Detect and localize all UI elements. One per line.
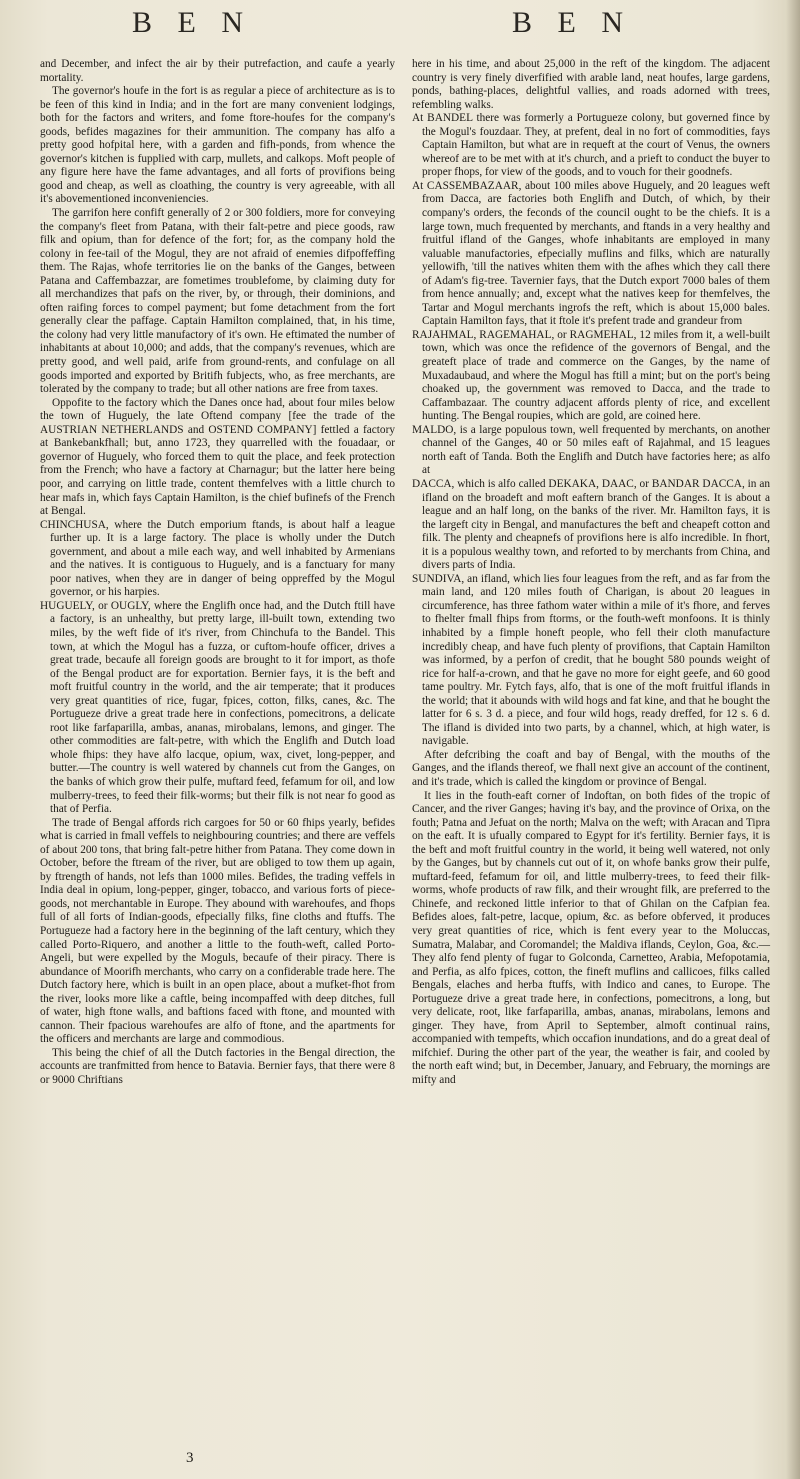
running-head-right: B E N xyxy=(512,6,632,39)
paragraph: here in his time, and about 25,000 in the reft of the kingdom. The adjacent country is very finely diverfified with arable land, neat houfes, large gardens, ponds, bathing-places, delightful vallies, and roads adorned with trees, refembling walks. xyxy=(412,58,770,111)
gazetteer-entry: SUNDIVA, an ifland, which lies four leagues from the reft, and as far from the main land, and 120 miles fouth of Charigan, is about 20 leagues in circumference, has three fathom water within a mile of it's fhore, and ferves to fhelter fmall fhips from ftorms, or the fouth-weft monfoons. It is thinly inhabited by a fimple honeft people, who fell their cloth manufacture incredibly cheap, and have fuch plenty of provifions, that Captain Hamilton was informed, by a perfon of credit, that he bought 580 pounds weight of rice for half-a-crown, and that he gave no more for eight geefe, and 60 good tame poultry. Mr. Fytch fays, alfo, that is one of the moft fruitful iflands in the world; that it abounds with wild hogs and fat kine, and that he bought the latter for 6 s. 3 d. a piece, and four wild hogs, ready dreffed, for 12 s. 6 d. The ifland is divided into two parts, by a channel, which, at high water, is navigable. xyxy=(412,572,770,748)
paragraph: The governor's houfe in the fort is as regular a piece of architecture as is to be feen of this kind in India; and in the fort are many convenient lodgings, both for the factors and writers, and fome ftore-houfes for the company's goods, befides magazines for their ammunition. The company has alfo a pretty good hofpital here, with a garden and fifh-ponds, from whence the governor's kitchen is fupplied with carp, mullets, and calkops. Moft people of any figure here have the fame advantages, and all forts of provifions being good and cheap, as well as cloathing, the country is very agreeable, with all it's abovementioned inconveniencies. xyxy=(40,85,395,206)
gazetteer-entry: RAJAHMAL, RAGEMAHAL, or RAGMEHAL, 12 miles from it, a well-built town, which was once the refidence of the governors of Bengal, and the greateft place of trade and commerce on the Ganges, by the name of Muxadaubaud, and where the Mogul has ftill a mint; but on the port's being choaked up, the government was removed to Dacca, and the trade to Caffambazaar. The country adjacent affords plenty of rice, and excellent hunting. The Bengal roupies, which are gold, are coined here. xyxy=(412,328,770,423)
gazetteer-entry: DACCA, which is alfo called DEKAKA, DAAC, or BANDAR DACCA, in an ifland on the broadeft and moft eaftern branch of the Ganges. It is about a league and an half long, on the banks of the river. Mr. Hamilton fays, it is the largeft city in Bengal, and manufactures the beft and cheapeft cotton and filk. The plenty and cheapnefs of provifions here is alfo incredible. In fhort, it is a populous wealthy town, and reforted to by merchants from China, and divers parts of India. xyxy=(412,477,770,572)
gazetteer-entry: HUGUELY, or OUGLY, where the Englifh once had, and the Dutch ftill have a factory, is an unhealthy, but pretty large, ill-built town, extending two miles, by the weft fide of it's river, from Chinchufa to the Bandel. This town, at which the Mogul has a fuzza, or cuftom-houfe officer, drives a great trade, becaufe all foreign goods are brought to it for import, as thofe of the Bengal product are for exportation. Bernier fays, it is the beft and moft fruitful country in the world, and the air temperate; that it produces very great quantities of rice, fugar, fpices, cotton, filks, canes, &c. The Portugueze drive a great trade here in confections, pomecitrons, a delicate root like farfaparilla, ambas, ananas, mirobalans, lemons, and ginger. The other commodities are falt-petre, with which the Englifh and Dutch load whole fhips: they have alfo lacque, opium, wax, civet, long-pepper, and butter.—The country is well watered by channels cut from the Ganges, on the banks of which grow their pulfe, muftard feed, fefamum for oil, and low mulberry-trees, to feed their filk-worms; but their filk is not near fo good as that of Perfia. xyxy=(40,599,395,816)
page-edge-shadow xyxy=(786,0,800,1479)
gazetteer-entry: MALDO, is a large populous town, well frequented by merchants, on another channel of the Ganges, 40 or 50 miles eaft of Rajahmal, and 15 leagues north eaft of Tanda. Both the Englifh and Dutch have factories here; as alfo at xyxy=(412,423,770,477)
signature-mark: 3 xyxy=(186,1450,194,1466)
paragraph: and December, and infect the air by their putrefaction, and caufe a yearly mortality. xyxy=(40,58,395,84)
paragraph: This being the chief of all the Dutch factories in the Bengal direction, the accounts are tranfmitted from hence to Batavia. Bernier fays, that there were 8 or 9000 Chriftians xyxy=(40,1046,395,1087)
paragraph: After defcribing the coaft and bay of Bengal, with the mouths of the Ganges, and the iflands thereof, we fhall next give an account of the continent, and it's trade, which is called the kingdom or province of Bengal. xyxy=(412,748,770,788)
left-column xyxy=(40,58,395,1088)
paragraph: It lies in the fouth-eaft corner of Indoftan, on both fides of the tropic of Cancer, and the river Ganges; having it's bay, and the province of Orixa, on the fouth; Patna and Jefuat on the north; Malva on the weft; with Aracan and Tipra on the eaft. It is ufually compared to Egypt for it's fertility. Bernier fays, it is the beft and moft fruitful country in the world, it being well watered, not only by the Ganges, but by channels cut out of it, on whofe banks grow their pulfe, muftard-feed, fefamum for oil, and little mulberry-trees, to feed their filk-worms, whofe products of raw filk, and their wrought filk, are preferred to the Chinefe, and reckoned little inferior to that of Ghilan on the Cafpian fea. Befides aloes, falt-petre, lacque, opium, &c. as before obferved, it produces very great quantities of rice, which is fent every year to the Moluccas, Sumatra, Malabar, and Coromandel; the Maldiva iflands, Ceylon, Goa, &c.—They alfo fend plenty of fugar to Golconda, Carnetteo, Arabia, Mefopotamia, and Perfia, as alfo fpices, cotton, the fineft muflins and callicoes, filks called Bengals, elaches and herba ftuffs, with Indico and canes, to Europe. The Portugueze drive a great trade here, in confections, pomecitrons, a long, but very delicate, root, like farfaparilla, ambas, ananas, mirabolans, lemons and ginger. They have, from April to September, almoft continual rains, accompanied with tempefts, which occafion inundations, and do a great deal of mifchief. During the other part of the year, the weather is fair, and cooled by the north eaft wind; but, in December, January, and February, the mornings are mifty and xyxy=(412,789,770,1087)
paragraph: The trade of Bengal affords rich cargoes for 50 or 60 fhips yearly, befides what is carried in fmall veffels to neighbouring countries; and there are veffels of about 200 tons, that bring falt-petre hither from Patana. They come down in October, before the ftream of the river, but are obliged to tow them up again, by ftrength of hands, not lefs than 1000 miles. Befides, the trading veffels in India deal in opium, long-pepper, ginger, tobacco, and various forts of piece-goods, not merchantable in Europe. They abound with warehoufes, and fhops full of all forts of Indian-goods, efpecially filks, fine cloths and ftuffs. The Portugueze had a factory here in the beginning of the laft century, which they called Porto-Riquero, and another a little to the fouth-weft, called Porto-Angeli, but were expelled by the Moguls, becaufe of their piracy. There is abundance of Moorifh merchants, who carry on a confiderable trade here. The Dutch factory here, which is built in an open place, about a mufket-fhot from the river, looks more like a caftle, being incompaffed with deep ditches, full of water, high ftone walls, and baftions faced with ftone, and mounted with cannon. Their fpacious warehoufes are alfo of ftone, and the apartments for the officers and merchants are large and commodious. xyxy=(40,816,395,1046)
running-head-left: B E N xyxy=(132,6,252,39)
gazetteer-entry: At BANDEL there was formerly a Portugueze colony, but governed fince by the Mogul's fouzdaar. They, at prefent, deal in no fort of commodities, fays Captain Hamilton, but what are in requeft at the court of Venus, the owners whereof are to be met with at it's church, and a prieft to conduct the buyer to proper fhops, for view of the goods, and to vouch for their goodnefs. xyxy=(412,112,770,179)
right-column xyxy=(412,58,770,1088)
gazetteer-entry: At CASSEMBAZAAR, about 100 miles above Huguely, and 20 leagues weft from Dacca, are factories both Englifh and Dutch, of which, by their company's orders, the feconds of the council ought to be the chiefs. It is a large town, much frequented by merchants, and ftands in a very healthy and fruitful ifland of the Ganges, whofe inhabitants are employed in many valuable manufactories, efpecially muflins and filks, which are naturally yellowifh, 'till the natives whiten them with the afhes which they call there of Adam's fig-tree. Tavernier fays, that the Dutch export 7000 bales of them from hence annually; and, except what the natives keep for themfelves, the Tartar and Mogul merchants ingrofs the reft, which is about 15,000 bales. Captain Hamilton fays, that it ftole it's prefent trade and grandeur from xyxy=(412,179,770,328)
gazetteer-entry: CHINCHUSA, where the Dutch emporium ftands, is about half a league further up. It is a large factory. The place is wholly under the Dutch government, and about a mile each way, and well inhabited by Armenians and the natives. It is contiguous to Huguely, and is a fanctuary for many poor natives, when they are in danger of being oppreffed by the Mogul governor, or his harpies. xyxy=(40,518,395,599)
paragraph: Oppofite to the factory which the Danes once had, about four miles below the town of Huguely, the late Oftend company [fee the trade of the AUSTRIAN NETHERLANDS and OSTEND COMPANY] fettled a factory at Bankebankfhall; but, anno 1723, they quarrelled with the fouadaar, or governor of Huguely, who forced them to quit the place, and feek protection from the French; who have a factory at Charnagur; but the latter here being poor, and carrying on little trade, content themfelves with a little church to hear mafs in, which fays Captain Hamilton, is the chief bufinefs of the French at Bengal. xyxy=(40,396,395,518)
paragraph: The garrifon here confift generally of 2 or 300 foldiers, more for conveying the company's fleet from Patana, with their falt-petre and piece goods, raw filk and opium, than for defence of the fort; for, as the company hold the colony in fee-tail of the Mogul, they are not afraid of enemies difpoffeffing them. The Rajas, whofe territories lie on the banks of the Ganges, between Patana and Caffembazzar, are fometimes troublefome, by claiming duty for all merchandizes that pafs on the river, by, or through, their dominions, and often raifing forces to compel payment; but fome detachment from the fort generally clear the paffage. Captain Hamilton complained, that, in his time, the colony had very little manufactory of it's own. He eftimated the number of inhabitants at about 10,000; and adds, that the company's revenues, which are pretty good, and well paid, arife from ground-rents, and confulage on all goods imported and exported by Britifh fubjects, who, as free merchants, are tolerated by the company to trade; but all other nations are free from taxes. xyxy=(40,207,395,396)
